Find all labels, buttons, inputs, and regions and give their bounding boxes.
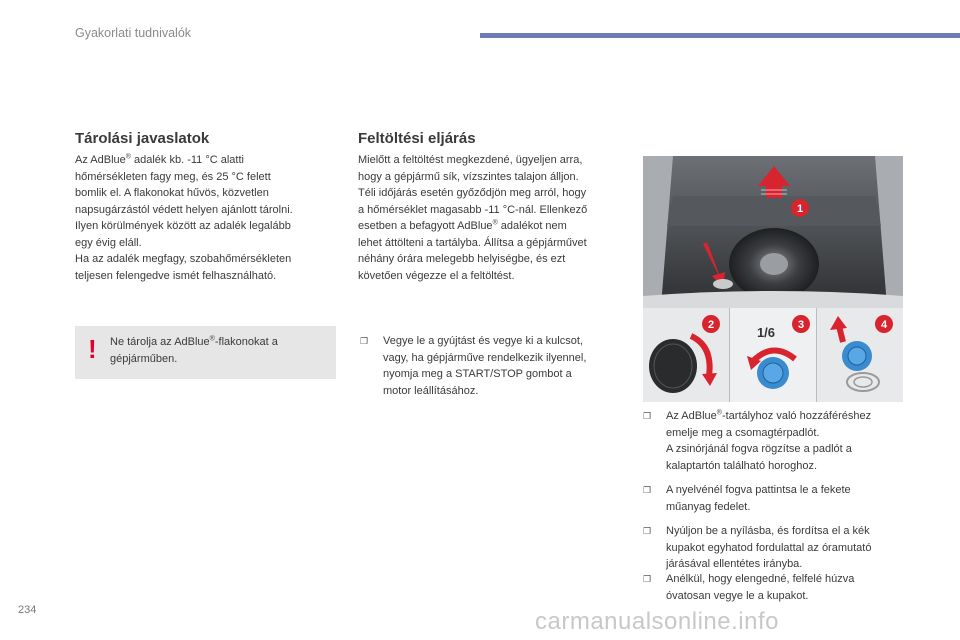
bullet-text-start: Az AdBlue [666,410,717,422]
step-4-bullet [643,571,923,607]
hook [713,279,733,289]
bullet-line: Nyúljon be a nyílásba, és fordítsa el a kék [666,525,870,537]
registered-mark: ® [209,335,215,343]
bullet-line: nyomja meg a START/STOP gombot a [383,368,572,380]
refill-line: lehet áttölteni a tartályba. Állítsa a gépjárművet [358,236,587,249]
storage-line: bomlik el. A flakonokat hűvös, közvetlen [75,187,269,199]
step-2-label: 2 [707,319,715,331]
page-number: 234 [18,604,37,616]
step-2-bullet [643,482,923,518]
trunk-illustration [643,156,903,402]
bullet-line: óvatosan vegye le a kupakot. [666,589,809,602]
bullet-line: vagy, ha gépjárműve rendelkezik ilyennel, [383,351,587,364]
refill-line: a hőmérséklet magasabb -11 °C-nál. Ellenkező [358,203,588,216]
refill-line: követően végezze el a feltöltést. [358,269,515,282]
header-accent-bar [480,33,960,38]
storage-line: Ha az adalék megfagy, szobahőmérsékleten [75,253,292,265]
registered-mark: ® [716,409,722,417]
storage-line: hőmérsékleten fagy meg, és 25 °C felett [75,170,271,183]
bullet-line: Vegye le a gyújtást és vegye ki a kulcsot, [383,335,583,347]
refill-line: Mielőtt a feltöltést megkezdené, ügyeljen arra, [358,154,583,166]
step-4-label: 4 [880,319,888,331]
trunk-illustration-svg [643,156,903,402]
storage-line: napsugárzástól védett helyen ajánlott tárolni. [75,203,293,216]
section-title: Gyakorlati tudnivalók [75,26,192,40]
watermark: carmanualsonline.info [535,608,779,635]
bullet-line: A zsinórjánál fogva rögzítse a padlót a [666,443,852,455]
bullet-line: Anélkül, hogy elengedné, felfelé húzva [666,573,855,585]
checkbox-bullet-icon: ❒ [643,574,652,584]
step-3-bullet [643,523,923,575]
step-1-label: 1 [796,203,804,215]
warning-text-cont: -flakonokat a [214,336,278,348]
bumper [643,291,903,308]
checkbox-bullet-icon: ❒ [360,336,369,346]
refill-paragraph [358,152,620,284]
ignition-bullet [360,333,622,403]
one-sixth-label: 1/6 [756,325,776,340]
warning-text [110,334,325,367]
bullet-line: kalaptartón található horoghoz. [666,459,818,472]
trunk-floor-panel [667,196,881,226]
storage-line: teljesen felengedve ismét felhasználható. [75,269,277,282]
storage-line: egy évig eláll. [75,236,142,249]
warning-box [75,326,336,379]
registered-mark: ® [125,153,131,161]
bullet-line: emelje meg a csomagtérpadlót. [666,426,820,439]
step-3-label: 3 [797,319,805,331]
refill-line: Téli időjárás esetén győződjön meg arról, hogy [358,187,587,199]
refill-text-cont: adalékot nem [497,220,567,232]
storage-text-cont: adalék kb. -11 °C alatti [130,154,244,166]
refill-line: hogy a gépjármű sík, vízszintes talajon álljon. [358,170,579,183]
step-1-bullet [643,408,923,478]
bullet-line: járásával ellentétes irányba. [666,558,803,570]
bullet-line: A nyelvénél fogva pattintsa le a fekete [666,484,851,496]
storage-text-start: Az AdBlue [75,154,126,166]
bullet-line: motor leállításához. [383,384,479,397]
warning-icon: ! [88,334,97,364]
checkbox-bullet-icon: ❒ [643,411,652,421]
warning-text-start: Ne tárolja az AdBlue [110,336,210,348]
refill-line: néhány órára melegebb helyiségbe, és ezt [358,253,566,265]
bullet-line: műanyag fedelet. [666,500,751,513]
bullet-line: kupakot egyhatod fordulattal az óramutató [666,541,872,554]
checkbox-bullet-icon: ❒ [643,485,652,495]
bullet-text-cont: -tartályhoz való hozzáféréshez [721,410,872,422]
checkbox-bullet-icon: ❒ [643,526,652,536]
refill-heading: Feltöltési eljárás [358,130,476,147]
wheel-hub [760,253,788,275]
registered-mark: ® [492,219,498,227]
black-cover [649,339,697,393]
storage-heading: Tárolási javaslatok [75,130,210,147]
storage-paragraph [75,152,340,284]
storage-line: Ilyen körülmények között az adalék legalább [75,220,291,232]
warning-text-line2: gépjárműben. [110,352,178,365]
refill-text-start: esetben a befagyott AdBlue [358,220,493,232]
